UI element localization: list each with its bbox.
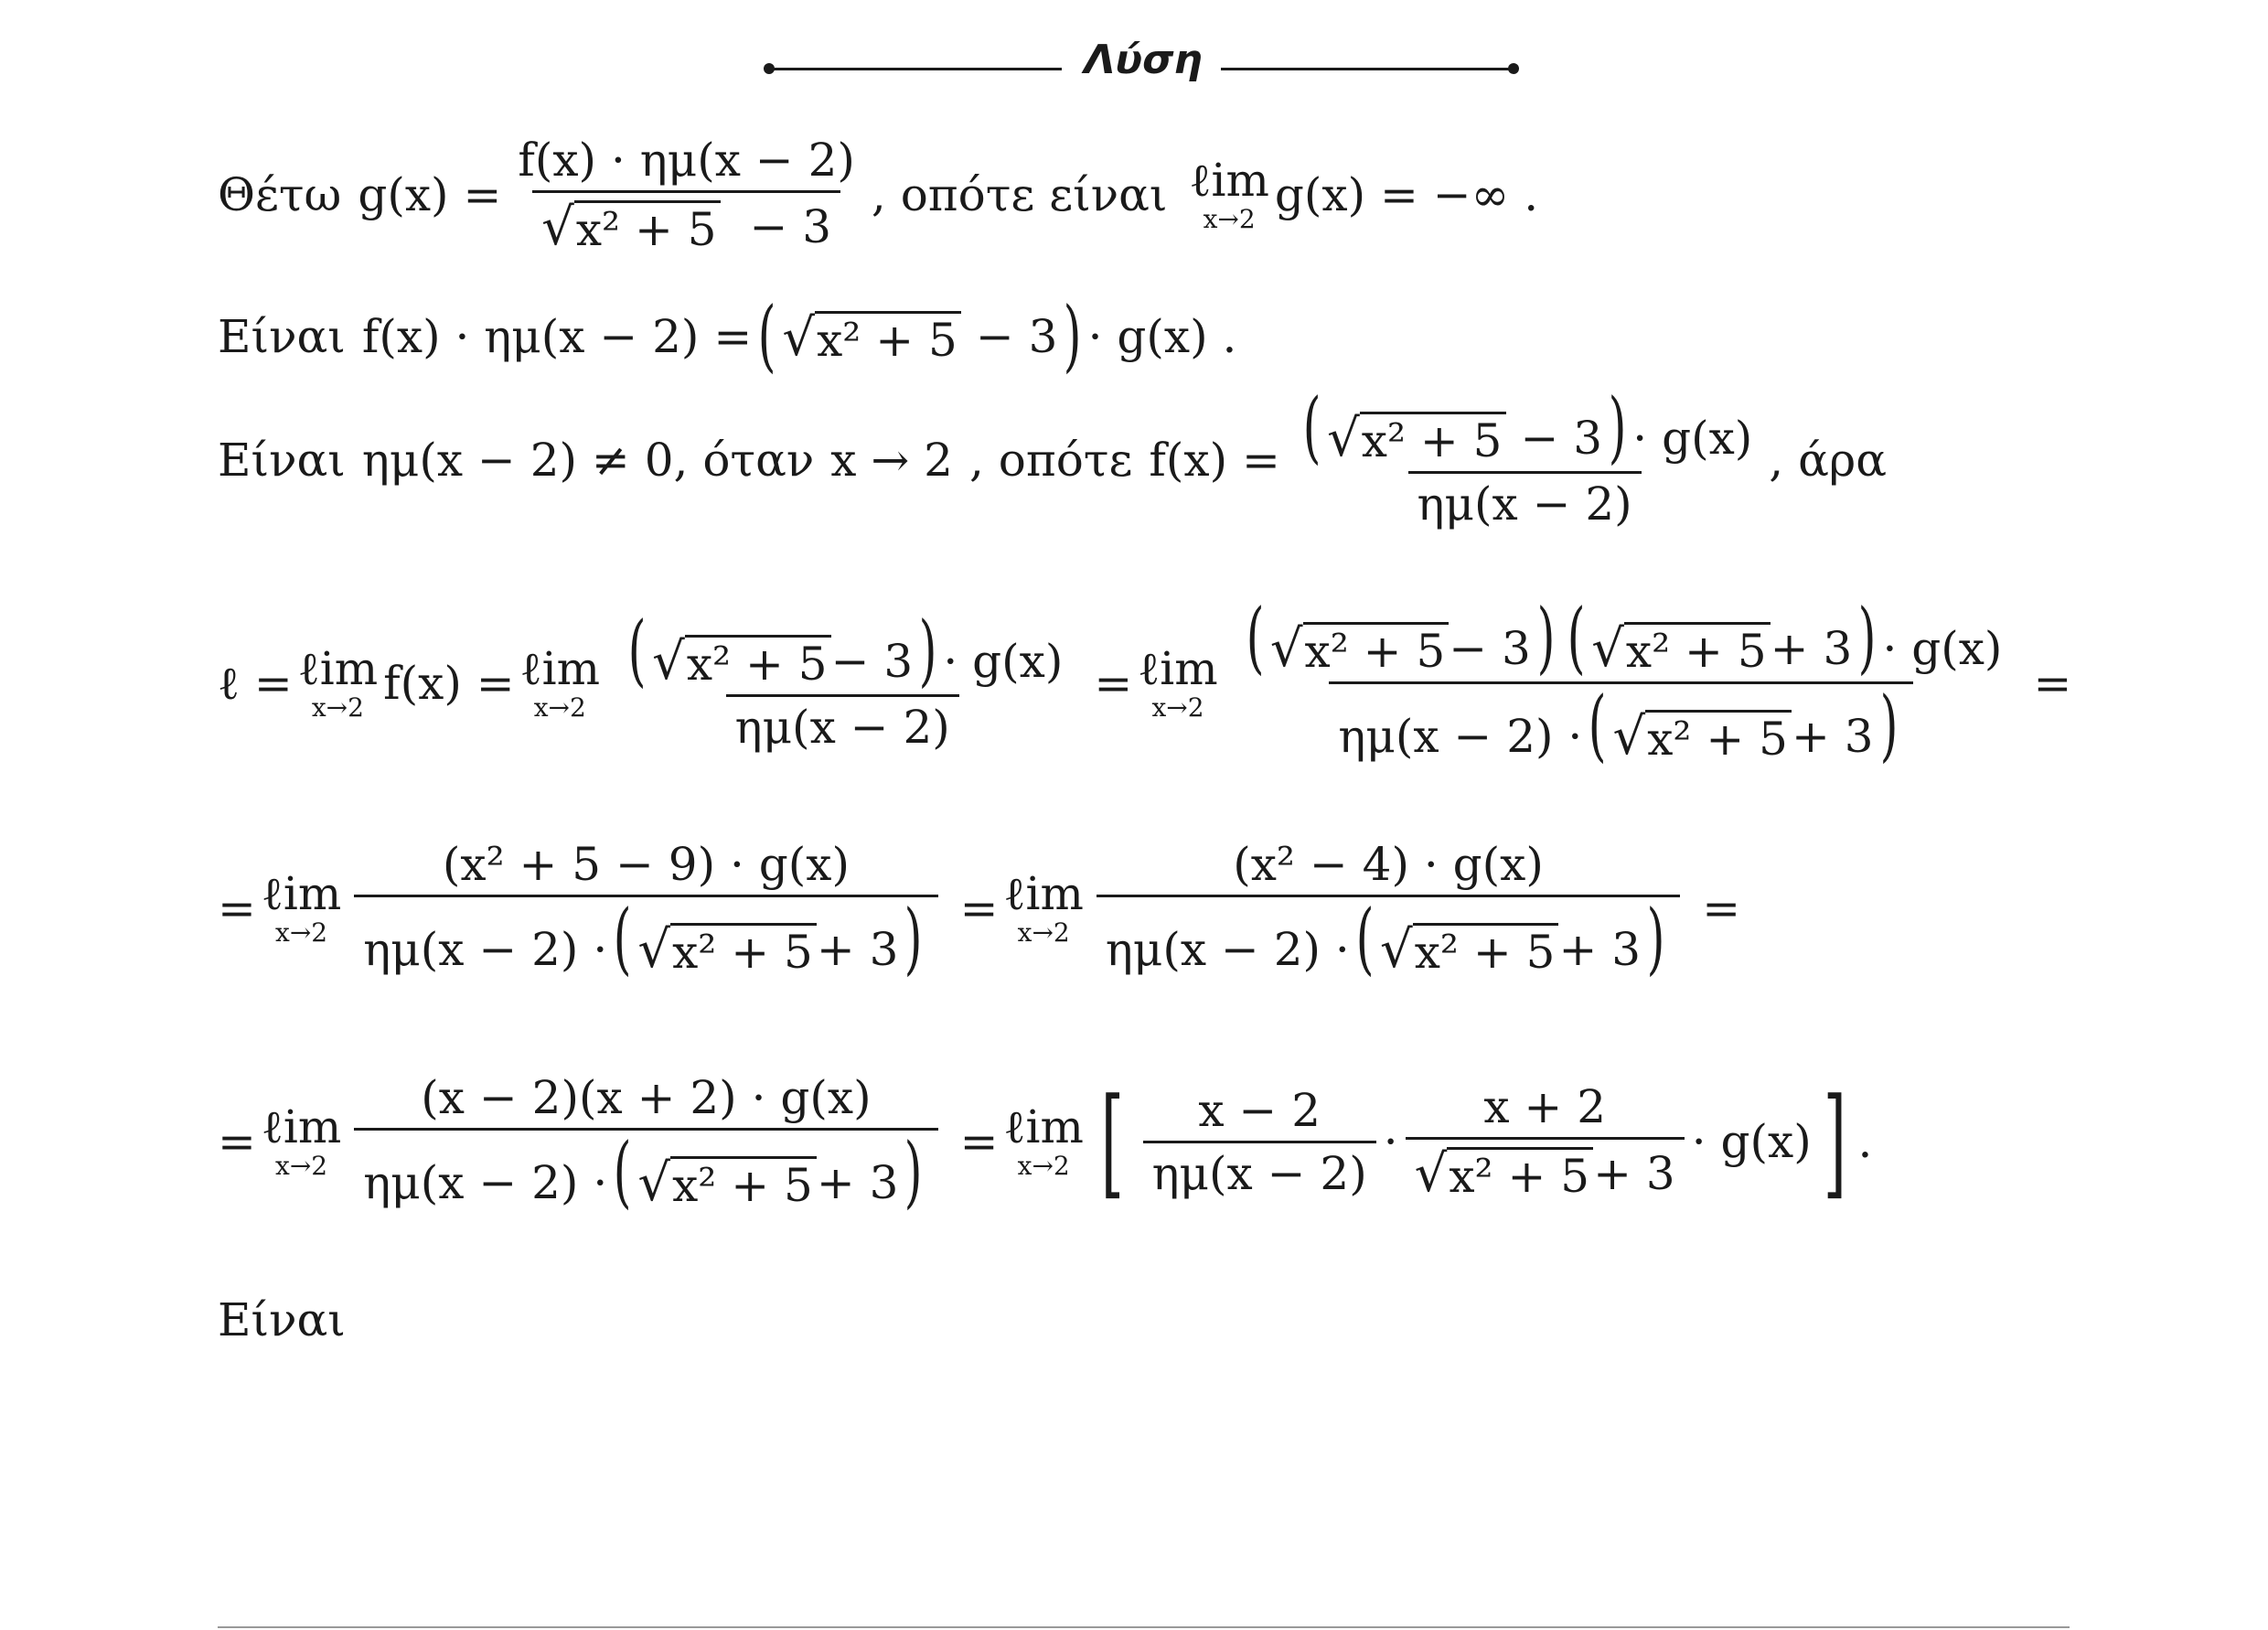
line-einai-final	[218, 1293, 346, 1346]
section-title: Λύση	[1084, 37, 1203, 83]
limit-operator: ℓim x→2	[1138, 641, 1218, 723]
product-rhs: · g(x) .	[1087, 310, 1237, 364]
section-header	[764, 33, 1523, 97]
fraction: $\frac{x - 2}{\eta\mu(x - 2)}$	[1143, 1088, 1376, 1196]
line-define-g	[218, 134, 1539, 258]
x-to-2: x → 2	[830, 434, 953, 487]
limit-operator: ℓim x→2	[261, 1100, 342, 1181]
limit-operator: ℓim x→2	[1003, 1100, 1084, 1181]
line-limit-2: = ℓim x→2 (x² + 5 − 9) · g(x) ημ(x − 2) ·( √ x² + 5 + 3) = ℓim x→2 (x² − 4) · g(x) ημ(x − 2) ·( √ x² + 5 + 3) =	[218, 838, 1741, 984]
g-fraction	[508, 134, 864, 258]
fraction: (x − 2)(x + 2) · g(x) ημ(x − 2) ·( √ x² + 5 + 3)	[354, 1075, 937, 1208]
fraction: x + 2 √ x² + 5 + 3	[1406, 1084, 1685, 1199]
header-rule-left	[771, 68, 1062, 70]
word-ara: , άρα	[1769, 434, 1888, 487]
fraction: (x² − 4) · g(x) ημ(x − 2) ·( √ x² + 5 + 3)	[1097, 842, 1680, 975]
word-einai: Είναι	[218, 1293, 346, 1346]
footer-rule	[218, 1626, 2070, 1628]
line-f-expression	[218, 382, 1888, 531]
limit-operator: ℓim x→2	[1003, 867, 1084, 948]
limit-operator: ℓim x→2	[1189, 154, 1269, 234]
g-denominator: √ x² + 5 − 3	[532, 190, 840, 252]
word-otan: , όταν	[673, 434, 815, 487]
word-einai: Είναι	[218, 310, 346, 364]
f-fraction: ( √ x² + 5 − 3) · g(x) ημ(x − 2)	[1302, 382, 1753, 531]
word-opote-einai: , οπότε είναι	[871, 168, 1168, 221]
g-numerator: f(x) · ημ(x − 2)	[518, 134, 855, 187]
limit-value: g(x) = −∞ .	[1274, 168, 1539, 221]
header-dot-right	[1508, 63, 1519, 74]
word-theto: Θέτω	[218, 168, 342, 221]
sqrt-expr: √ x² + 5	[541, 200, 720, 252]
hm-nonzero: ημ(x − 2) ≠ 0	[361, 434, 674, 487]
line-limit-3: = ℓim x→2 (x − 2)(x + 2) · g(x) ημ(x − 2) ·( √ x² + 5 + 3) = ℓim x→2 [ $\frac{x - 2}{\eta\mu(x - 2)}$ · x + 2 √ x² + 5 + 3 · g(x) ] .	[218, 1071, 1873, 1217]
header-rule-right	[1221, 68, 1512, 70]
line-limit-1: ℓ = ℓim x→2 f(x) = ℓim x→2 ( √ x² + 5 − 3) · g(x) ημ(x − 2) = ℓim x→2 ( √ x² + 5 − 3) ( √ x² + 5 + 3) · g(x) ημ(x − 2) ·( √ x² + 5 + 3) =	[218, 593, 2072, 771]
g-def-lhs: g(x) =	[358, 168, 502, 221]
fraction: ( √ x² + 5 − 3) · g(x) ημ(x − 2)	[627, 605, 1064, 754]
fraction: (x² + 5 − 9) · g(x) ημ(x − 2) ·( √ x² + 5 + 3)	[354, 842, 937, 975]
line-product: Είναι f(x) · ημ(x − 2) = ( √ x² + 5 − 3 ) · g(x) .	[218, 291, 1237, 381]
f-lhs: f(x) =	[1149, 434, 1280, 487]
limit-operator: ℓim x→2	[297, 641, 379, 723]
word-opote: , οπότε	[968, 434, 1133, 487]
word-einai: Είναι	[218, 434, 346, 487]
fraction-conjugate: ( √ x² + 5 − 3) ( √ x² + 5 + 3) · g(x) ημ(x − 2) ·( √ x² + 5 + 3)	[1246, 593, 2003, 771]
limit-operator: ℓim x→2	[519, 641, 600, 723]
product-lhs: f(x) · ημ(x − 2) =	[361, 310, 753, 364]
limit-operator: ℓim x→2	[261, 867, 342, 948]
sqrt-expr: √ x² + 5	[782, 311, 960, 363]
